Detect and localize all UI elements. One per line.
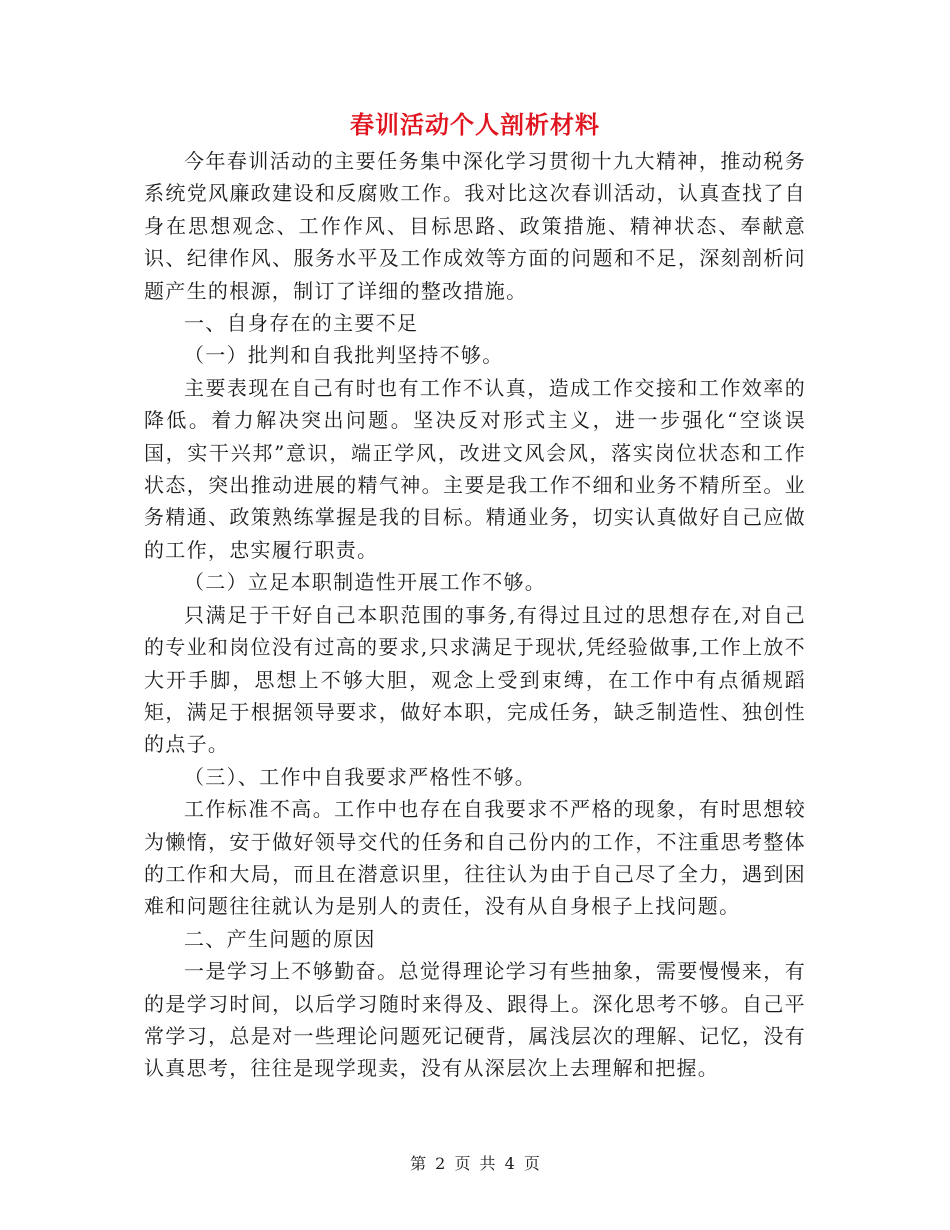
document-title: 春训活动个人剖析材料 [350, 110, 600, 139]
section-heading-shortcomings: 一、自身存在的主要不足 [184, 311, 419, 336]
subsection-heading-1: （一）批判和自我批判坚持不够。 [184, 343, 504, 368]
body-paragraph: 主要表现在自己有时也有工作不认真，造成工作交接和工作效率的降低。着力解决突出问题。坚决反对形式主义，进一步强化“空谈误国，实干兴邦”意识，端正学风，改进文风会风，落实岗位状态和工作状态，突出推动进展的精气神。主要是我工作不细和业务不精所至。业务精通、政策熟练掌握是我的目标。精通业务，切实认真做好自己应做的工作，忠实履行职责。 [144, 375, 806, 562]
subsection-heading-2: （二）立足本职制造性开展工作不够。 [184, 570, 547, 595]
body-paragraph: 一是学习上不够勤奋。总觉得理论学习有些抽象，需要慢慢来，有的是学习时间，以后学习随时来得及、跟得上。深化思考不够。自己平常学习，总是对一些理论问题死记硬背，属浅层次的理解、记忆，没有认真思考，往往是现学现卖，没有从深层次上去理解和把握。 [144, 959, 806, 1081]
page-footer: 第 2 页 共 4 页 [410, 1154, 540, 1173]
body-paragraph: 只满足于干好自己本职范围的事务,有得过且过的思想存在,对自己的专业和岗位没有过高的要求,只求满足于现状,凭经验做事,工作上放不大开手脚，思想上不够大胆，观念上受到束缚，在工作中有点循规蹈矩，满足于根据领导要求，做好本职，完成任务，缺乏制造性、独创性的点子。 [144, 602, 806, 757]
subsection-heading-3: （三）、工作中自我要求严格性不够。 [184, 764, 537, 789]
body-paragraph: 工作标准不高。工作中也存在自我要求不严格的现象，有时思想较为懒惰，安于做好领导交代的任务和自己份内的工作，不注重思考整体的工作和大局，而且在潜意识里，往往认为由于自己尽了全力，遇到困难和问题往往就认为是别人的责任，没有从自身根子上找问题。 [144, 797, 806, 919]
intro-paragraph: 今年春训活动的主要任务集中深化学习贯彻十九大精神，推动税务系统党风廉政建设和反腐败工作。我对比这次春训活动，认真查找了自身在思想观念、工作作风、目标思路、政策措施、精神状态、奉献意识、纪律作风、服务水平及工作成效等方面的问题和不足，深刻剖析问题产生的根源，制订了详细的整改措施。 [144, 149, 806, 303]
section-heading-causes: 二、产生问题的原因 [184, 926, 376, 951]
document-body [144, 145, 806, 1085]
